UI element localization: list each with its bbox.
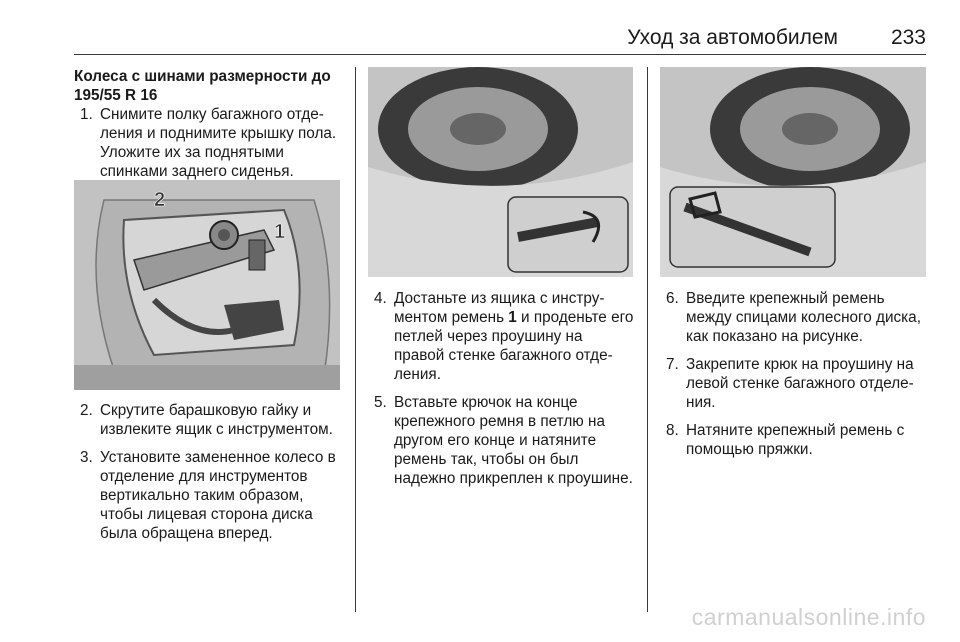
page-number: 233	[890, 26, 926, 49]
list-item: 8. Натяните крепежный ремень с помощью пряжки.	[666, 422, 905, 458]
column-1-continued	[74, 401, 340, 552]
list-item: 2. Скрутите барашковую гайку и извлеките ящик с инструментом.	[80, 402, 333, 438]
list-item: 4. Достаньте из ящика с инструментом ремень 1 и проденьте его петлей через проушину на правой стенке багажного отделения.	[374, 290, 634, 383]
list-item: 3. Установите замененное колесо в отделение для инструментов вертикально таким образом, чтобы лицевая сторона диска была обращена вперед.	[80, 449, 336, 542]
section-title: Уход за автомобилем	[627, 26, 838, 49]
figure-strap-right	[368, 67, 633, 277]
page-header	[74, 24, 926, 55]
column-divider	[355, 67, 356, 612]
column-2	[368, 289, 634, 497]
list-item: 5. Вставьте крючок на конце крепежного ремня в петлю на другом его конце и натяните ремень так, чтобы он был надежно прикреплен к проушине.	[374, 394, 633, 487]
strap-right-illustration	[368, 67, 633, 277]
strap-left-illustration	[660, 67, 926, 277]
list-item: 7. Закрепите крюк на проушину на левой стенке багажного отделения.	[666, 356, 914, 411]
column-3	[660, 289, 928, 468]
figure-label: 1	[274, 221, 286, 243]
watermark: carmanualsonline.info	[691, 604, 926, 630]
list-item: 6. Введите крепежный ремень между спицами колесного диска, как показано на рисунке.	[666, 290, 921, 345]
list-item: 1. Снимите полку багажного отделения и поднимите крышку пола. Уложите их за поднятыми спинками заднего сиденья.	[80, 106, 337, 180]
figure-toolbox	[74, 180, 340, 390]
figure-label: 2	[154, 189, 166, 211]
toolbox-illustration	[74, 180, 340, 390]
figure-strap-left	[660, 67, 926, 277]
column-divider	[647, 67, 648, 612]
section-heading: Колеса с шинами размерности до 195/55 R 16	[74, 68, 331, 104]
column-1	[74, 67, 340, 190]
